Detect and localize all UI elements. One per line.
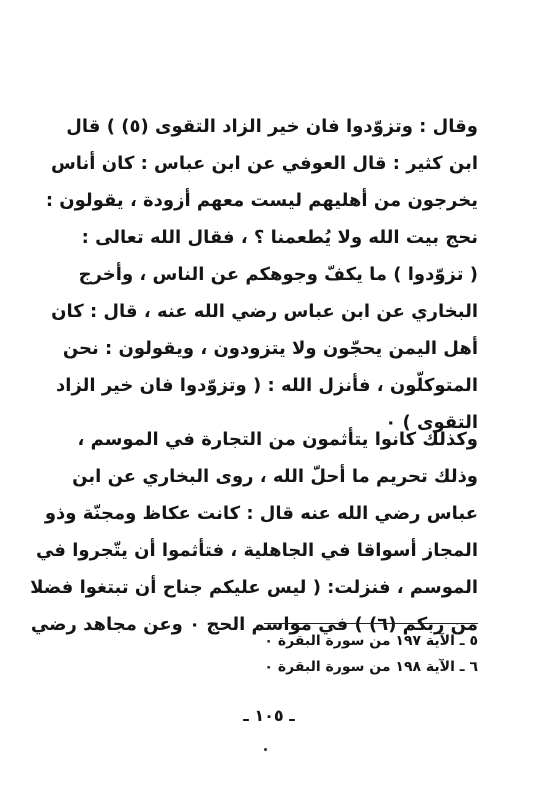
text-line: يخرجون من أهليهم ليست معهم أزودة ، يقولون : [45,190,478,211]
text-line: ( تزوّدوا ) ما يكفّ وجوهكم عن الناس ، وأخرج [78,264,478,285]
text-line: عباس رضي الله عنه قال : كانت عكاظ ومجنّة وذو [44,503,478,524]
print-speck [264,748,267,751]
footnote-6: ٦ ـ الآية ١٩٨ من سورة البقرة ٠ [264,659,478,675]
text-line: ابن كثير : قال العوفي عن ابن عباس : كان أناس [50,153,478,174]
paragraph-2 [30,421,478,643]
text-line: الموسم ، فنزلت: ( ليس عليكم جناح أن تبتغوا فضلا [30,577,478,598]
text-line: وقال : وتزوّدوا فان خير الزاد التقوى (٥) ) قال [66,116,478,137]
text-line: أهل اليمن يحجّون ولا يتزودون ، ويقولون : نحن [62,338,478,359]
text-line: التقوى ) ٠ [385,412,478,433]
text-line: المجاز أسواقا في الجاهلية ، فتأثموا أن يتّجروا في [35,540,478,561]
page-number: ـ ١٠٥ ـ [243,706,295,725]
text-line: نحج بيت الله ولا يُطعمنا ؟ ، فقال الله تعالى : [81,227,478,248]
text-line: البخاري عن ابن عباس رضي الله عنه ، قال : كان [51,301,478,322]
text-line: المتوكلّون ، فأنزل الله : ( وتزوّدوا فان خير الزاد [56,375,478,396]
text-line: وكذلك كانوا يتأثمون من التجارة في الموسم ، [77,429,478,450]
footnote-5: ٥ ـ الآية ١٩٧ من سورة البقرة ٠ [264,633,478,649]
footnote-divider [264,623,478,624]
footnotes [178,628,478,680]
text-line: وذلك تحريم ما أحلّ الله ، روى البخاري عن ابن [72,466,478,487]
text-line: من ربكم (٦) ) في مواسم الحج ٠ وعن مجاهد رضي [30,614,478,635]
paragraph-1 [45,108,478,441]
